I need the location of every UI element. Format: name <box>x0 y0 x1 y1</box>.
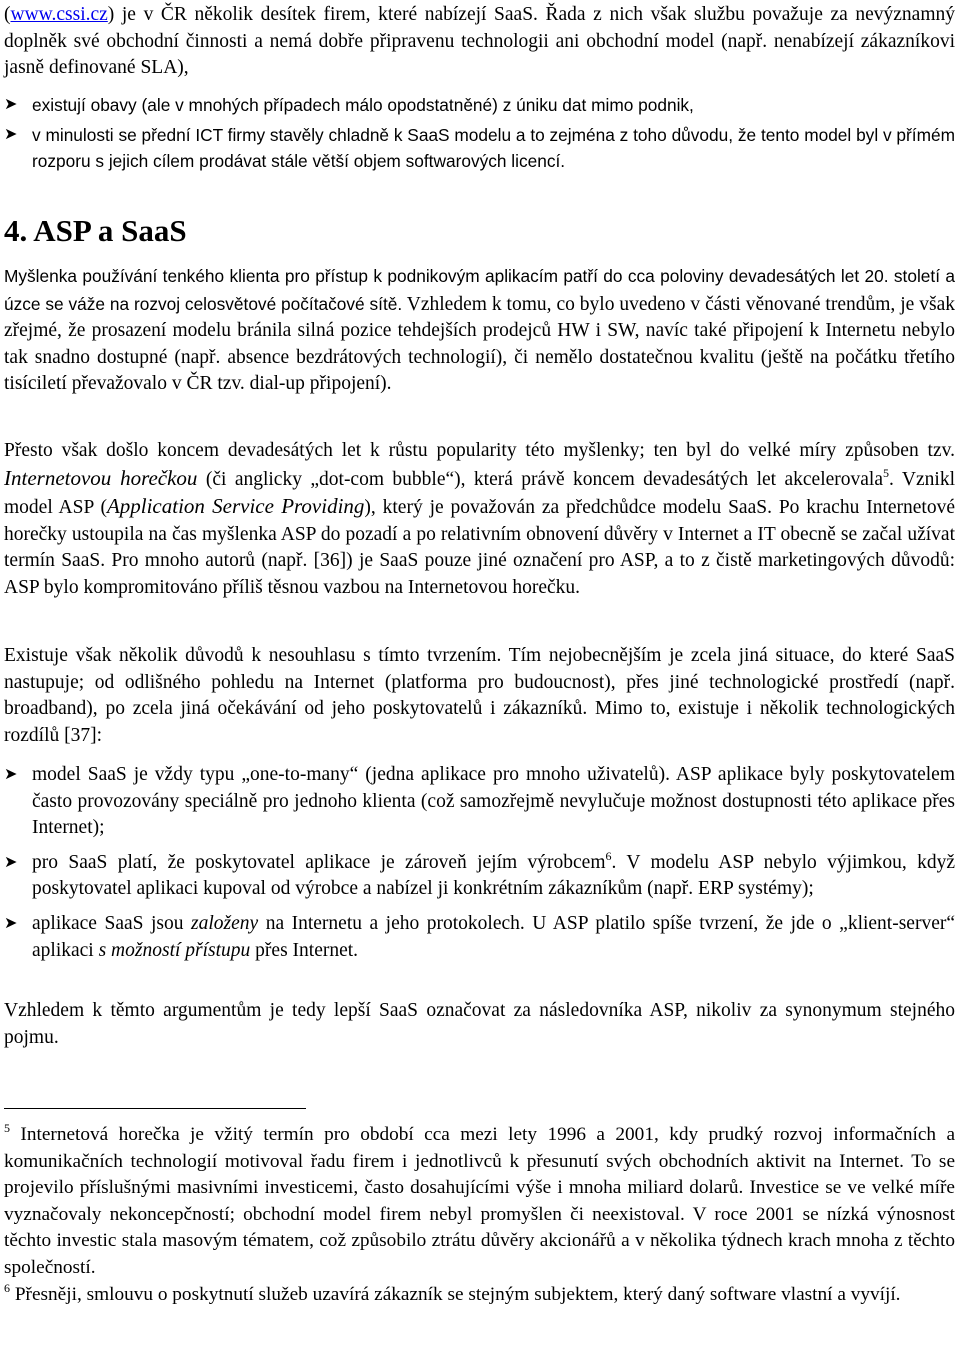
italic-term: s možností přístupu <box>98 939 251 961</box>
list-item-text: aplikace SaaS jsou <box>32 912 184 934</box>
italic-term: založeny <box>191 912 259 934</box>
list-item-text: pro SaaS platí, že poskytovatel aplikace je zároveň jejím výrobcem <box>32 851 606 873</box>
p4-text: Vzhledem k těmto argumentům je tedy lepší SaaS označovat za následovníka ASP, nikoliv za synonymum stejného pojmu. <box>4 1000 955 1048</box>
p2-text-d: ), který je považován za předchůdce modelu SaaS. Po krachu Internetové horečky ustoupila na čas myšlenka ASP do pozadí a po relativním obnovení důvěry v Internet a IT obecně se začal užívat termín SaaS. Pro mnoho autorů (např. [36]) je SaaS pouze jiné označení pro ASP, a to z čistě marketingových důvodů: ASP bylo kompromitováno příliš těsnou vazbou na Internetovou horečku. <box>4 497 955 598</box>
italic-term: Internetovou horečkou <box>4 465 198 490</box>
bullet-list-top <box>4 92 955 175</box>
arrow-bullet-icon: ➤ <box>4 914 18 932</box>
list-item <box>4 850 955 903</box>
list-item-text: . V modelu ASP nebylo výjimkou, když poskytovatel aplikaci kupoval od výrobce a nabízel ji konkrétním zákazníkům (např. ERP systémy); <box>32 851 955 900</box>
list-item <box>4 92 955 119</box>
footnote-divider <box>4 1108 306 1109</box>
list-item-text: existují obavy (ale v mnohých případech málo opodstatněné) z úniku dat mimo podnik, <box>32 95 694 115</box>
arrow-bullet-icon: ➤ <box>4 766 18 783</box>
footnotes <box>4 1122 955 1308</box>
p3-text: Existuje však několik důvodů k nesouhlasu s tímto tvrzením. Tím nejobecnějším je zcela jiná situace, do které SaaS nastupuje; od odlišného pohledu na Internet (platforma pro budoucnost), přes jiné technologické prostředí (např. broadband), po zcela jiná očekávání od jeho poskytovatelů i zákazníků. Mimo to, existuje i několik technologických rozdílů [37]: <box>4 645 955 746</box>
list-item <box>4 122 955 175</box>
list-item <box>4 762 955 842</box>
list-item-text: v minulosti se přední ICT firmy stavěly chladně k SaaS modelu a to zejména z toho důvodu, že tento model byl v přímém rozporu s jejich cílem prodávat stále větší objem softwarových licencí. <box>32 124 955 172</box>
paragraph-3 <box>4 643 955 749</box>
arrow-bullet-icon: ➤ <box>4 96 18 113</box>
footnote-number: 6 <box>4 1280 10 1295</box>
footnote-text: Internetová horečka je vžitý termín pro období cca mezi lety 1996 a 2001, kdy prudký rozvoj informačních a komunikačních technologií motivoval řadu firem i jednotlivců k přesunutí svých obchodních aktivit na Internet. To se projevilo příslušnými masivními investicemi, často dosahujícími výše i mnoha miliard dolarů. Investice se ve velké míře vyznačovaly nekoncepčností; obchodní model firem nebyl promyšlen či neexistoval. V roce 2001 se nízká výnosnost těchto investic stala masovým tématem, což způsobilo ztrátu důvěry akcionářů a v několika týdnech krach mnoha z těchto společností. <box>4 1124 955 1278</box>
list-item-text: model SaaS je vždy typu „one-to-many“ (jedna aplikace pro mnoho uživatelů). ASP aplikace byly poskytovatelem často provozovány speciálně pro jednoho klienta (což samozřejmě nevylučuje možnost dostupnosti této aplikace přes Internet); <box>32 764 955 839</box>
footnote-ref-5[interactable]: 5 <box>882 465 889 480</box>
paragraph-1 <box>4 263 955 398</box>
p2-text-b: (či anglicky „dot-com bubble“), která právě koncem devadesátých let akcelerovala <box>205 468 883 490</box>
paragraph-2 <box>4 438 955 602</box>
list-item <box>4 911 955 964</box>
footnote-text: Přesněji, smlouvu o poskytnutí služeb uzavírá zákazník se stejným subjektem, který daný software vlastní a vyvíjí. <box>14 1283 901 1305</box>
p1-serif-text: Vzhledem k tomu, co bylo uvedeno v části věnované trendům, je však zřejmé, že prosazení modelu bránila silná pozice tehdejších prodejců HW i SW, navíc také připojení k Internetu nebylo tak snadno dostupné (např. absence bezdrátových technologií), či nemělo dostatečnou kvalitu (ještě na počátku třetího tisíciletí převažovalo v ČR tzv. dial-up připojení). <box>4 293 955 395</box>
arrow-bullet-icon: ➤ <box>4 853 18 871</box>
p2-text-c: . Vznikl model ASP ( <box>4 468 955 519</box>
list-item-text: na Internetu a jeho protokolech. U ASP platilo spíše tvrzení, že jde o „klient-server“ aplikaci <box>32 912 956 961</box>
section-number: 4. <box>4 213 28 248</box>
intro-paragraph <box>4 2 955 82</box>
footnote-number: 5 <box>4 1121 10 1135</box>
cssi-link[interactable]: www.cssi.cz <box>10 4 108 25</box>
paren-open: ( <box>4 4 11 25</box>
italic-term: Application Service Providing <box>106 494 365 519</box>
footnote-6 <box>4 1282 955 1309</box>
arrow-bullet-icon: ➤ <box>4 125 18 143</box>
footnote-5 <box>4 1122 955 1282</box>
section-heading <box>4 213 187 249</box>
footnote-ref-6[interactable]: 6 <box>605 848 612 863</box>
list-item-text: přes Internet. <box>255 939 359 961</box>
section-title: ASP a SaaS <box>33 213 187 248</box>
intro-text: ) je v ČR několik desítek firem, které nabízejí SaaS. Řada z nich však službu považuje za nevýznamný doplněk své obchodní činnosti a nemá dobře připravenu technologii ani obchodní model (např. nenabízejí zákazníkovi jasně definované SLA), <box>4 4 955 79</box>
paragraph-4 <box>4 998 955 1051</box>
bullet-list-main <box>4 762 955 964</box>
p2-text-a: Přesto však došlo koncem devadesátých let k růstu popularity této myšlenky; ten byl do velké míry způsoben tzv. <box>4 440 955 461</box>
p1-sans-text: Myšlenka používání tenkého klienta pro přístup k podnikovým aplikacím patří do cca poloviny devadesátých let 20. století a úzce se váže na rozvoj celosvětové počítačové sítě. <box>4 266 955 314</box>
